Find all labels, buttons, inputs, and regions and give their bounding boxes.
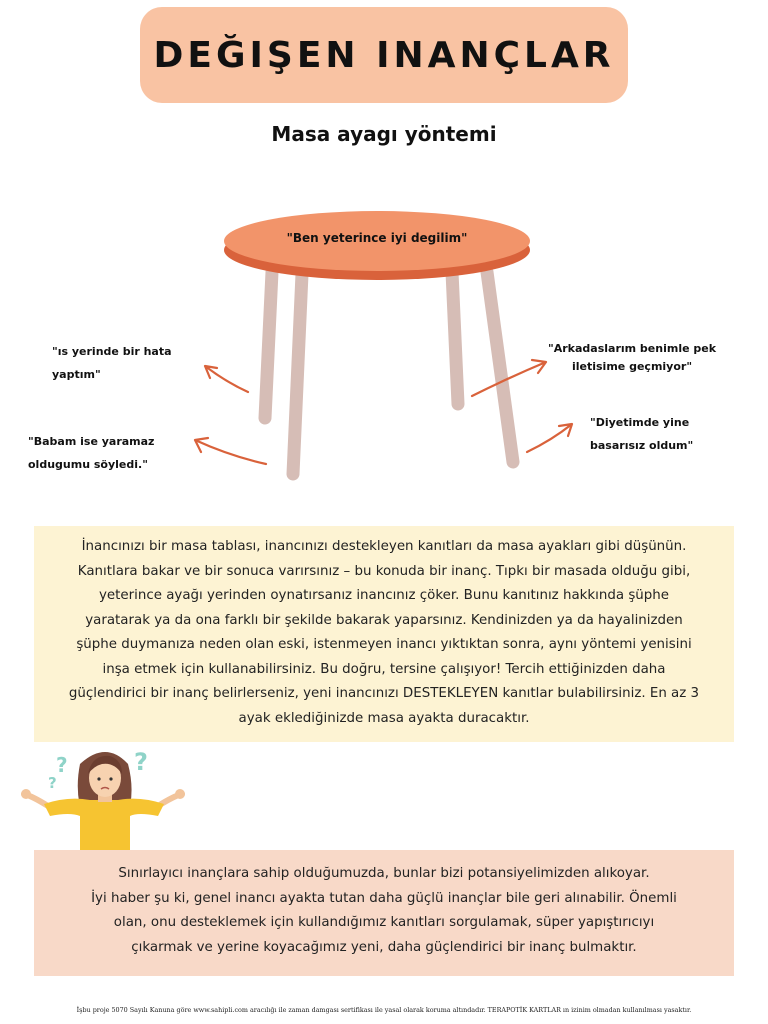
evidence-line: "ıs yerinde bir hata: [52, 345, 172, 358]
evidence-line: "Diyetimde yine: [590, 416, 690, 429]
table-leg-front-right: [487, 272, 513, 462]
table-leg-back-right: [452, 272, 458, 404]
page-subtitle: Masa ayagı yöntemi: [271, 122, 497, 146]
closing-line: olan, onu desteklemek için kullandığımız kanıtları sorgulamak, süper yapıştırıcıyı: [113, 915, 655, 930]
evidence-right-bottom: [590, 411, 693, 457]
evidence-left-top: [52, 340, 172, 386]
explanation-line: İnancınızı bir masa tablası, inancınızı destekleyen kanıtları da masa ayakları gibi düşünün.: [81, 539, 687, 554]
confused-woman-illustration: [18, 744, 190, 860]
evidence-left-bottom: [28, 430, 154, 476]
explanation-line: yeterince ayağı yerinden oynatırsanız inancınız çöker. Bunu kanıtınız hakkında şüphe: [98, 588, 670, 603]
evidence-line: basarısız oldum": [590, 439, 694, 452]
table-leg-front-left: [293, 274, 302, 474]
explanation-line: Kanıtlara bakar ve bir sonuca varırsınız – bu konuda bir inanç. Tıpkı bir masada olduğu gibi,: [77, 563, 691, 579]
explanation-box: [34, 526, 734, 742]
question-mark-icon: ?: [48, 774, 57, 792]
arrow-left-bottom: [195, 438, 266, 464]
question-mark-icon: ?: [134, 748, 148, 776]
explanation-line: şüphe duymanıza neden olan eski, istenmeyen inancı yıktıktan sonra, aynı yöntemi yenisini: [76, 637, 692, 652]
evidence-line: "Babam ise yaramaz: [28, 435, 155, 448]
evidence-line: "Arkadaslarım benimle pek: [548, 342, 717, 355]
arrow-left-top: [205, 366, 248, 392]
explanation-line: ayak eklediğinizde masa ayakta duracaktır.: [238, 710, 530, 726]
evidence-line: yaptım": [52, 368, 101, 381]
evidence-line: oldugumu söyledi.": [28, 458, 148, 471]
evidence-line: iletisime geçmiyor": [571, 360, 693, 373]
closing-line: çıkarmak ve yerine koyacağımız yeni, daha güçlendirici bir inanç bulmaktır.: [131, 939, 637, 955]
explanation-line: inşa etmek için kullanabilirsiniz. Bu doğru, tersine çalışıyor! Tercih ettiğinizden daha: [102, 661, 666, 677]
tabletop-belief: "Ben yeterince iyi degilim": [286, 231, 468, 245]
closing-line: Sınırlayıcı inançlara sahip olduğumuzda, bunlar bizi potansiyelimizden alıkoyar.: [118, 866, 650, 881]
closing-line: İyi haber şu ki, genel inancı ayakta tutan daha güçlü inançlar bile geri alınabilir. Önemli: [91, 890, 677, 906]
explanation-line: güçlendirici bir inanç belirlerseniz, yeni inancınızı DESTEKLEYEN kanıtlar bulabilirsiniz. En az 3: [68, 686, 700, 701]
evidence-right-top: [548, 340, 716, 376]
table-leg-back-left: [265, 272, 272, 418]
explanation-line: yaratarak ya da ona farklı bir şekilde bakarak yaparsınız. Kendinizden ya da hayalinizden: [85, 612, 683, 628]
copyright-footer: İşbu proje 5070 Sayılı Kanuna göre www.sahipli.com aracılığı ile zaman damgası sertifikası ile yasal olarak koruma altındadır. TERAPOTİK KARTLAR ın izinim olmadan kullanılması yasaktır.: [76, 1006, 692, 1014]
arrow-right-bottom: [527, 424, 572, 452]
page-title: DEĞIŞEN INANÇLAR: [153, 34, 615, 76]
question-mark-icon: ?: [56, 753, 68, 777]
closing-box: [34, 850, 734, 976]
